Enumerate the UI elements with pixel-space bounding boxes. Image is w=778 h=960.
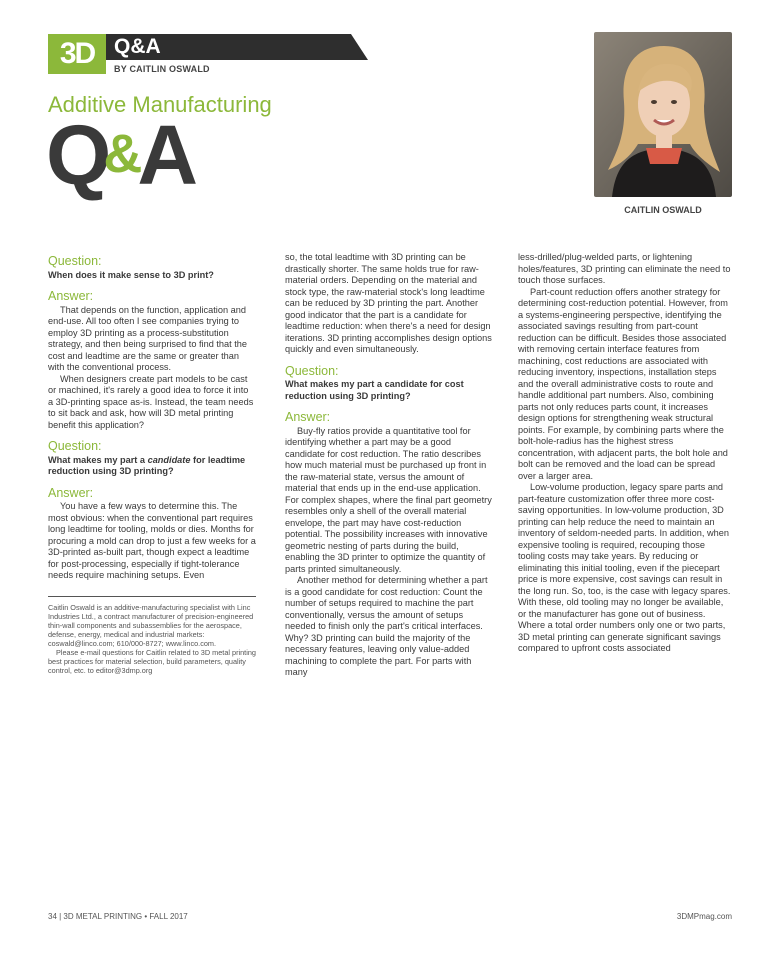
qa-logo-a: A — [137, 108, 193, 202]
magazine-logo: 3D — [48, 34, 106, 74]
author-bio-note: Please e-mail questions for Caitlin related to 3D metal printing best practices for material selection, build parameters, quality control, etc. to editor@3dmp.org — [48, 647, 256, 675]
question-label: Question: — [48, 254, 102, 268]
section-title: Q&A — [114, 35, 161, 58]
question-text-part: for leadtime reduction using 3D printing? — [48, 454, 246, 476]
question-text: What makes my part a candidate for cost reduction using 3D printing? — [285, 379, 464, 401]
answer-paragraph: Another method for determining whether a part is a good candidate for cost reduction: Count the number of setups required to machine the part conventionally, versus the amount of setups needed to finish only the part's critical interfaces. Why? 3D printing can build the majority of the necessary features, leaving only value-added machining to complete the part. For parts with many — [285, 575, 488, 677]
qa-logo — [46, 108, 193, 202]
column-2 — [285, 252, 493, 679]
article-title: Additive Manufacturing — [48, 92, 272, 117]
answer-paragraph: Low-volume production, legacy spare parts and part-feature customization offer three more cost-saving opportunities. In low-volume production, 3D printing can help reduce the need to maintain an inventory of seldom-needed parts. In addition, when expensive tooling is required, recouping those tooling costs may take years. By reducing or eliminating this initial tooling, even if the piecepart price is more expensive, cost savings can result in the long run. So, too, is the case with legacy spares. With these, old tooling may no longer be available, or the manufacturer has gone out of business. Where a total order numbers only one or two parts, 3D metal printing can generate significant savings compared to upfront costs associated — [518, 482, 731, 653]
answer-paragraph: You have a few ways to determine this. The most obvious: when the conventional part requires long leadtime for tooling, molds or dies. Months for procuring a mold can drop to just a few weeks for a 3D-printed as-built part, though expect a leadtime for post-processing, especially if tight-tolerance needs require machining setups. Even — [48, 501, 256, 580]
answer-paragraph: Buy-fly ratios provide a quantitative tool for identifying whether a part may be a good candidate for cost reduction. The ratio describes how much material must be purchased up front in the raw-material state, versus the amount of material that ends up in the end-use application. For complex shapes, where the final part geometry resembles only a shell of the overall material envelope, the part may have cost-reduction potential. The possibility increases with innovative geometric nesting of parts during the build, enabling the 3D printer to optimize the quantity of parts printed simultaneously. — [285, 425, 492, 574]
answer-paragraph: less-drilled/plug-welded parts, or lightening holes/features, 3D printing can eliminate the need to touch those surfaces. — [518, 252, 731, 285]
question-label: Question: — [285, 363, 339, 378]
author-photo — [594, 32, 732, 197]
photo-caption: CAITLIN OSWALD — [624, 205, 702, 215]
question-text-part: What makes my part a — [48, 454, 148, 465]
page-footer-left: 34 | 3D METAL PRINTING • FALL 2017 — [48, 912, 188, 921]
byline: BY CAITLIN OSWALD — [114, 64, 210, 74]
answer-paragraph: When designers create part models to be cast or machined, it's rarely a good idea to force it into a 3D-printing space as-is. Instead, the team needs to sit back and ask, how will 3D metal printing benefit this application? — [48, 373, 254, 430]
answer-paragraph: Part-count reduction offers another strategy for determining cost-reduction potential. However, from a systems-engineering perspective, identifying the associated savings resulting from part-count reduction can be difficult. Besides those associated with removing certain interface features from machining, cost reductions are associated with reducing inventory, inspections, installation steps and the overall administrative costs to route and handle additional part numbers. Also, combining parts not only reduces parts count, it increases design options for strengthening weak structural points. For example, by combining parts where the bolt-hole-radius has the highest stress concentration, with adjacent parts, the bolt hole and bolt can be removed and the load can be spread over a larger area. — [518, 286, 728, 481]
column-1 — [48, 256, 256, 675]
qa-logo-amp: & — [103, 124, 140, 184]
page-footer-right: 3DMPmag.com — [676, 912, 732, 921]
question-text-emphasis: candidate — [147, 454, 191, 465]
answer-paragraph: That depends on the function, application and end-use. All too often I see companies trying to employ 3D printing as a process-substitution strategy, and then being surprised to find that the cost and leadtime are the same or greater than with the conventional process. — [48, 304, 248, 372]
question-label: Question: — [48, 439, 102, 453]
answer-label: Answer: — [285, 410, 331, 424]
answer-paragraph: so, the total leadtime with 3D printing can be drastically shorter. The same holds true for raw-material orders. Depending on the material and stock type, the raw-material stock's long leadtime can be reduced by 3D printing the part. Another good indicator that the part is a candidate for leadtime reduction: when there's a need for design iterations. 3D printing accomplishes design options quickly and even simultaneously. — [285, 252, 492, 354]
author-bio: Caitlin Oswald is an additive-manufacturing specialist with Linc Industries Ltd., a contract manufacturer of precision-engineered thin-wall components and subassemblies for the aerospace, defense, energy, medical and industrial markets: coswald@linco.com; 610/000-8727; www.linco.com. — [48, 602, 254, 648]
qa-logo-q: Q — [46, 108, 106, 202]
question-text: When does it make sense to 3D print? — [48, 269, 214, 280]
column-3 — [518, 252, 732, 655]
bio-divider — [48, 596, 256, 597]
answer-label: Answer: — [48, 485, 94, 500]
question-text — [48, 455, 256, 478]
answer-label: Answer: — [48, 289, 94, 303]
